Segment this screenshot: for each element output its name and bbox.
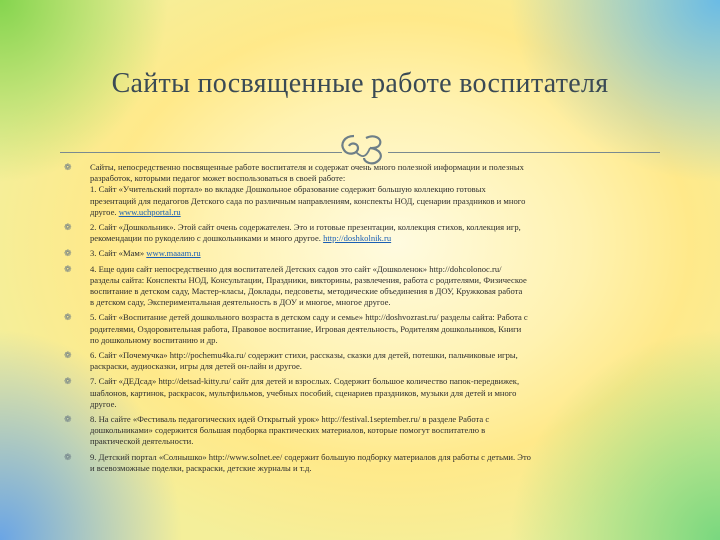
list-item-text: по дошкольному воспитанию и др. (90, 334, 218, 345)
list-item-line (90, 233, 664, 244)
site-link[interactable]: www.uchportal.ru (118, 206, 181, 217)
flourish-bullet-icon: ❁ (64, 350, 72, 361)
list-item-text: 5. Сайт «Воспитание детей дошкольного возраста в детском саду и семье» http://doshvozrast.ru/ разделы сайта: Работа с (90, 312, 528, 323)
flourish-bullet-icon: ❁ (64, 414, 72, 425)
list-item-text: 8. На сайте «Фестиваль педагогических идей Открытый урок» http://festival.1september.ru/ в разделе Работа с (90, 414, 490, 425)
list-item (64, 376, 664, 410)
bullet-list (64, 162, 664, 478)
flourish-bullet-icon: ❁ (64, 376, 72, 387)
list-item-text: другое. (90, 398, 117, 409)
list-item-text: шаблонов, картинок, раскрасок, мультфильмов, учебных пособий, сценариев праздников, музыки для детей и много (90, 387, 517, 398)
flourish-bullet-icon: ❁ (64, 312, 72, 323)
list-item-line (90, 248, 664, 259)
list-item-text: разделы сайта: Конспекты НОД, Консультации, Праздники, викторины, развлечения, работа с родителями, Физическое (90, 274, 527, 285)
list-item (64, 264, 664, 309)
list-item (64, 312, 664, 346)
list-item-text: 4. Еще один сайт непосредственно для воспитателей Детских садов это сайт «Дошколенок» http://dohcolonoc.ru/ (90, 263, 502, 274)
flourish-bullet-icon: ❁ (64, 222, 72, 233)
title-divider-right (388, 152, 660, 153)
flourish-bullet-icon: ❁ (64, 248, 72, 259)
list-item-text: раскраски, аудиосказки, игры для детей он-лайн и другое. (90, 361, 302, 372)
list-item-text: презентаций для педагогов Детского сада по различным направлениям, конспекты НОД, сценарии праздников и много (90, 195, 526, 206)
list-item-text: родителями, Оздоровительная работа, Правовое воспитание, Игровая деятельность, Родителям дошкольников, Книги (90, 323, 522, 334)
list-item (64, 222, 664, 244)
flourish-bullet-icon: ❁ (64, 162, 72, 172)
flourish-bullet-icon: ❁ (64, 451, 72, 462)
list-item-text: и всевозможные поделки, раскраски, детские журналы и т.д. (90, 462, 312, 473)
list-item (64, 350, 664, 372)
list-item-text: разработок, которыми педагог может воспользоваться в своей работе: (90, 173, 346, 184)
list-item-text: воспитание в детском саду, Мастер-класы, Доклады, педсоветы, методические объединения в ДОУ, Кружковая работа (90, 286, 523, 297)
list-item (64, 452, 664, 474)
site-link[interactable]: http://doshkolnik.ru (323, 233, 392, 244)
list-item-text: другое. (90, 206, 117, 217)
list-item-text: 2. Сайт «Дошкольник». Этой сайт очень содержателен. Это и готовые презентации, коллекция стихов, коллекция игр, (90, 222, 521, 233)
list-item (64, 162, 664, 218)
list-item-text: 3. Сайт «Мам» (90, 248, 145, 259)
list-item-text: 6. Сайт «Почемучка» http://pochemu4ka.ru/ содержит стихи, рассказы, сказки для детей, потешки, пальчиковые игры, (90, 350, 518, 361)
list-item-text: 1. Сайт «Учительский портал» во вкладке Дошкольное образование содержит большую коллекцию готовых (90, 184, 486, 195)
title-divider-left (60, 152, 342, 153)
list-item-text: 9. Детский портал «Солнышко» http://www.solnet.ee/ содержит большую подборку материалов для работы с детьми. Это (90, 451, 531, 462)
list-item-text: рекомендации по рукоделию с дошкольниками и много другое. (90, 233, 321, 244)
list-item-text: в детском саду, Экспериментальная деятельность в ДОУ и многое, многое другое. (90, 297, 391, 308)
slide-title: Сайты посвященные работе воспитателя (111, 68, 609, 99)
list-item-text: практической деятельности. (90, 436, 194, 447)
site-link[interactable]: www.maaam.ru (146, 248, 201, 259)
list-item (64, 248, 664, 259)
list-item (64, 414, 664, 448)
list-item-text: 7. Сайт «ДЕДсад» http://detsad-kitty.ru/ сайт для детей и взрослых. Содержит большое количество папок-передвижек, (90, 376, 520, 387)
list-item-text: Сайты, непосредственно посвященные работе воспитателя и содержат очень много полезной информации и полезных (90, 162, 524, 172)
list-item-line (90, 207, 664, 218)
flourish-bullet-icon: ❁ (64, 263, 72, 274)
list-item-text: дошкольниками» содержится большая подборка практических материалов, которые помогут воспитателю в (90, 425, 486, 436)
